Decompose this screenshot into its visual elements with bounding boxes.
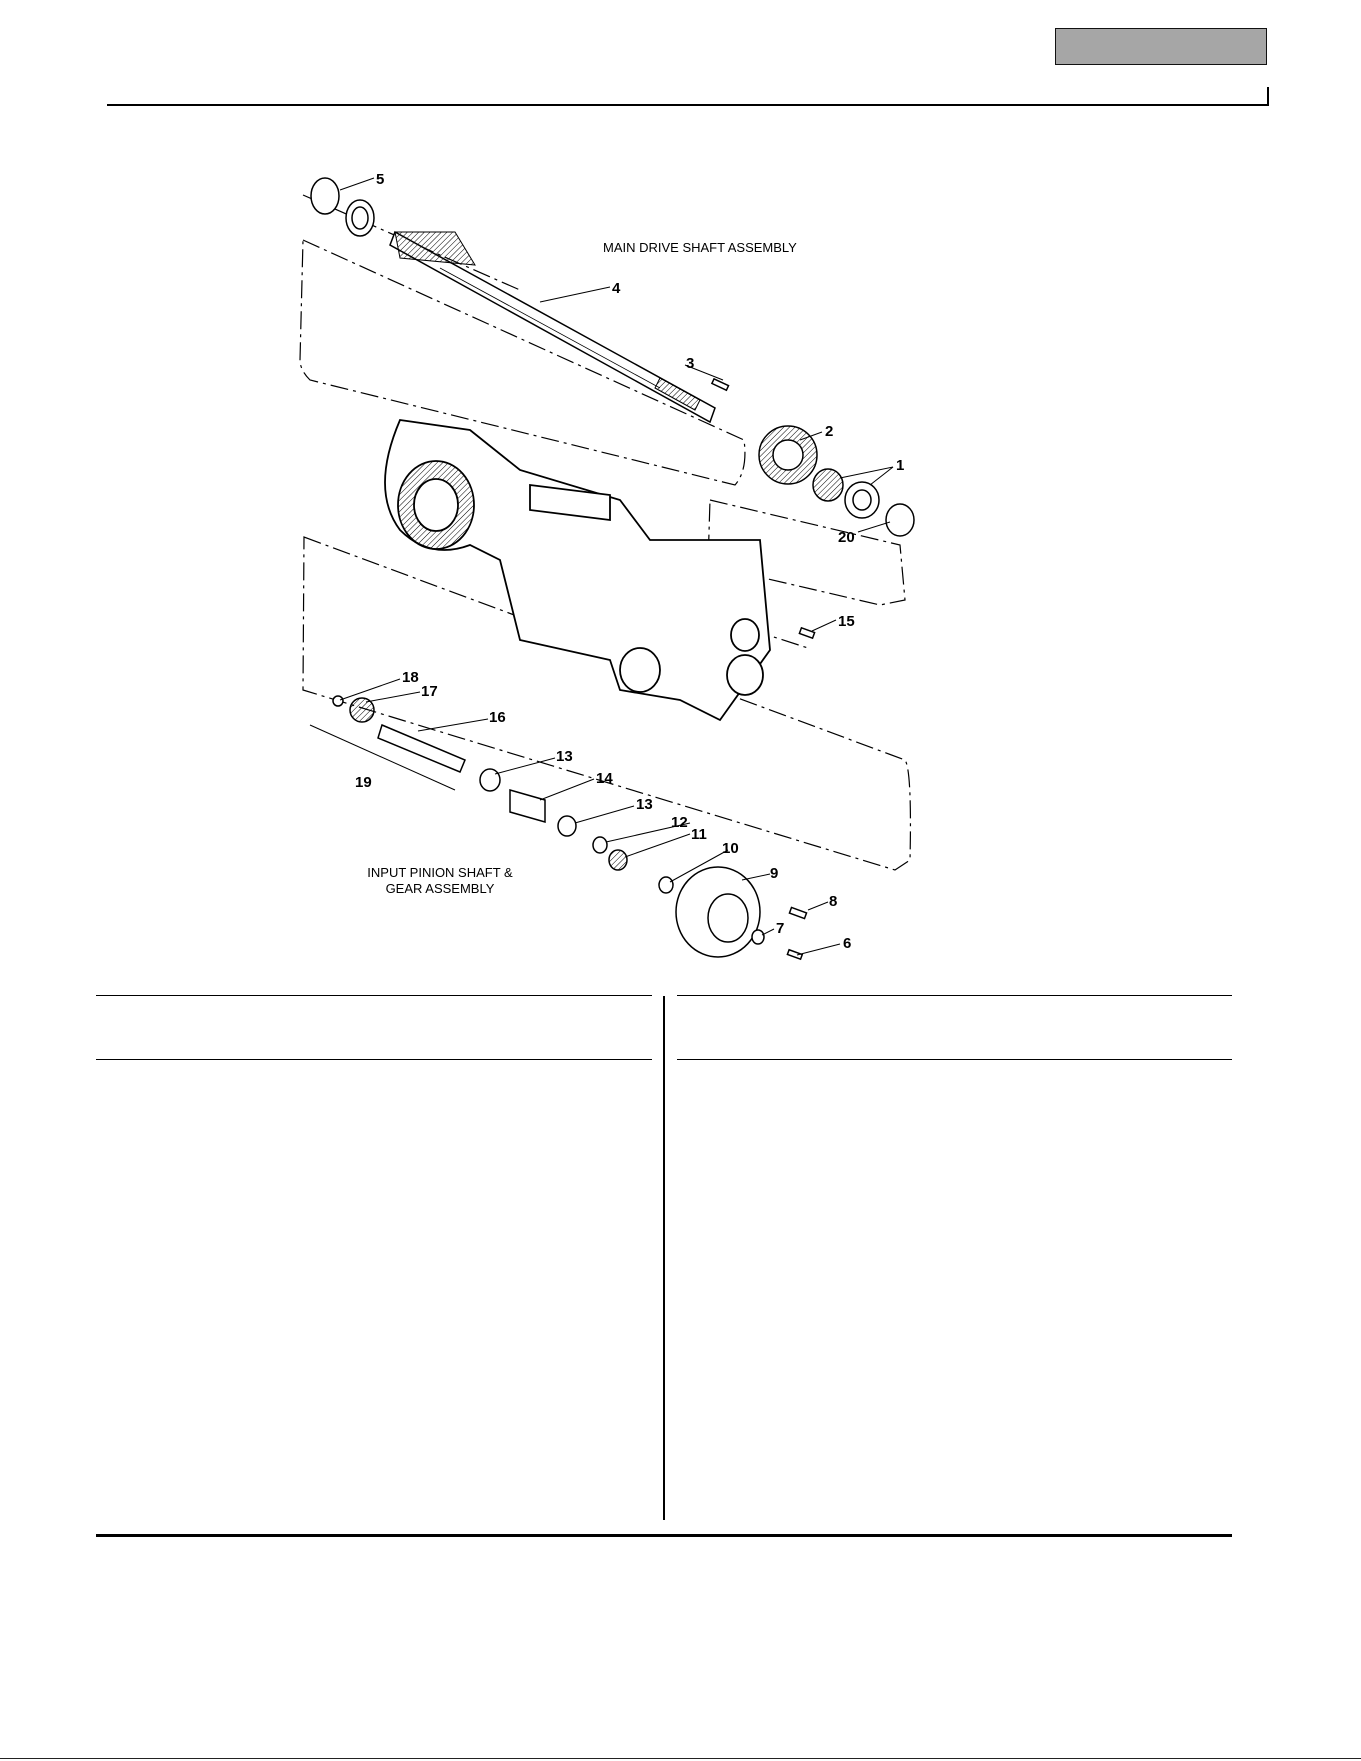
part-5-ring — [311, 178, 339, 214]
callout-7: 7 — [776, 920, 785, 937]
left-table-top-rule — [96, 995, 652, 996]
part-7-washer — [752, 930, 764, 944]
part-13-washer-b — [558, 816, 576, 836]
part-12-ring — [593, 837, 607, 853]
part-3-key — [712, 379, 729, 390]
callout-1: 1 — [896, 457, 905, 474]
callout-8: 8 — [829, 893, 838, 910]
part-10-washer — [659, 877, 673, 893]
callout-14: 14 — [596, 770, 613, 787]
footer-line — [0, 1758, 1361, 1759]
callout-18: 18 — [402, 669, 419, 686]
gear-housing — [385, 420, 770, 720]
part-16-shaft — [378, 725, 465, 772]
callout-12: 12 — [671, 814, 688, 831]
part-13-washer — [480, 769, 500, 791]
callout-11: 11 — [691, 826, 707, 843]
callout-15: 15 — [838, 613, 855, 630]
callout-20: 20 — [838, 529, 855, 546]
callout-17: 17 — [421, 683, 438, 700]
callout-13: 13 — [556, 748, 573, 765]
part-1-bearing-cone — [813, 469, 843, 501]
callout-16: 16 — [489, 709, 506, 726]
right-table-top-rule — [677, 995, 1232, 996]
callout-5: 5 — [376, 171, 385, 188]
callout-19: 19 — [355, 774, 372, 791]
pinion-assembly-label-2: GEAR ASSEMBLY — [385, 881, 495, 896]
callout-10: 10 — [722, 840, 739, 857]
main-assembly-label: MAIN DRIVE SHAFT ASSEMBLY — [603, 240, 797, 255]
main-shaft-outline — [300, 240, 745, 485]
part-18-clip — [333, 696, 343, 706]
part-14-bushing — [510, 790, 545, 822]
callout-13b: 13 — [636, 796, 653, 813]
part-11-nut — [609, 850, 627, 870]
part-15-pin — [799, 628, 814, 638]
callout-9: 9 — [770, 865, 779, 882]
callout-2: 2 — [825, 423, 834, 440]
right-table-header-rule — [677, 1059, 1232, 1060]
main-drive-shaft — [390, 232, 715, 422]
part-8-key — [789, 907, 806, 918]
left-table-header-rule — [96, 1059, 652, 1060]
callout-4: 4 — [612, 280, 621, 297]
callout-6: 6 — [843, 935, 852, 952]
bottom-rule — [96, 1534, 1232, 1537]
column-divider — [663, 996, 665, 1520]
part-20-snap-ring — [886, 504, 914, 536]
pinion-assembly-label-1: INPUT PINION SHAFT & — [367, 865, 513, 880]
callout-3: 3 — [686, 355, 695, 372]
